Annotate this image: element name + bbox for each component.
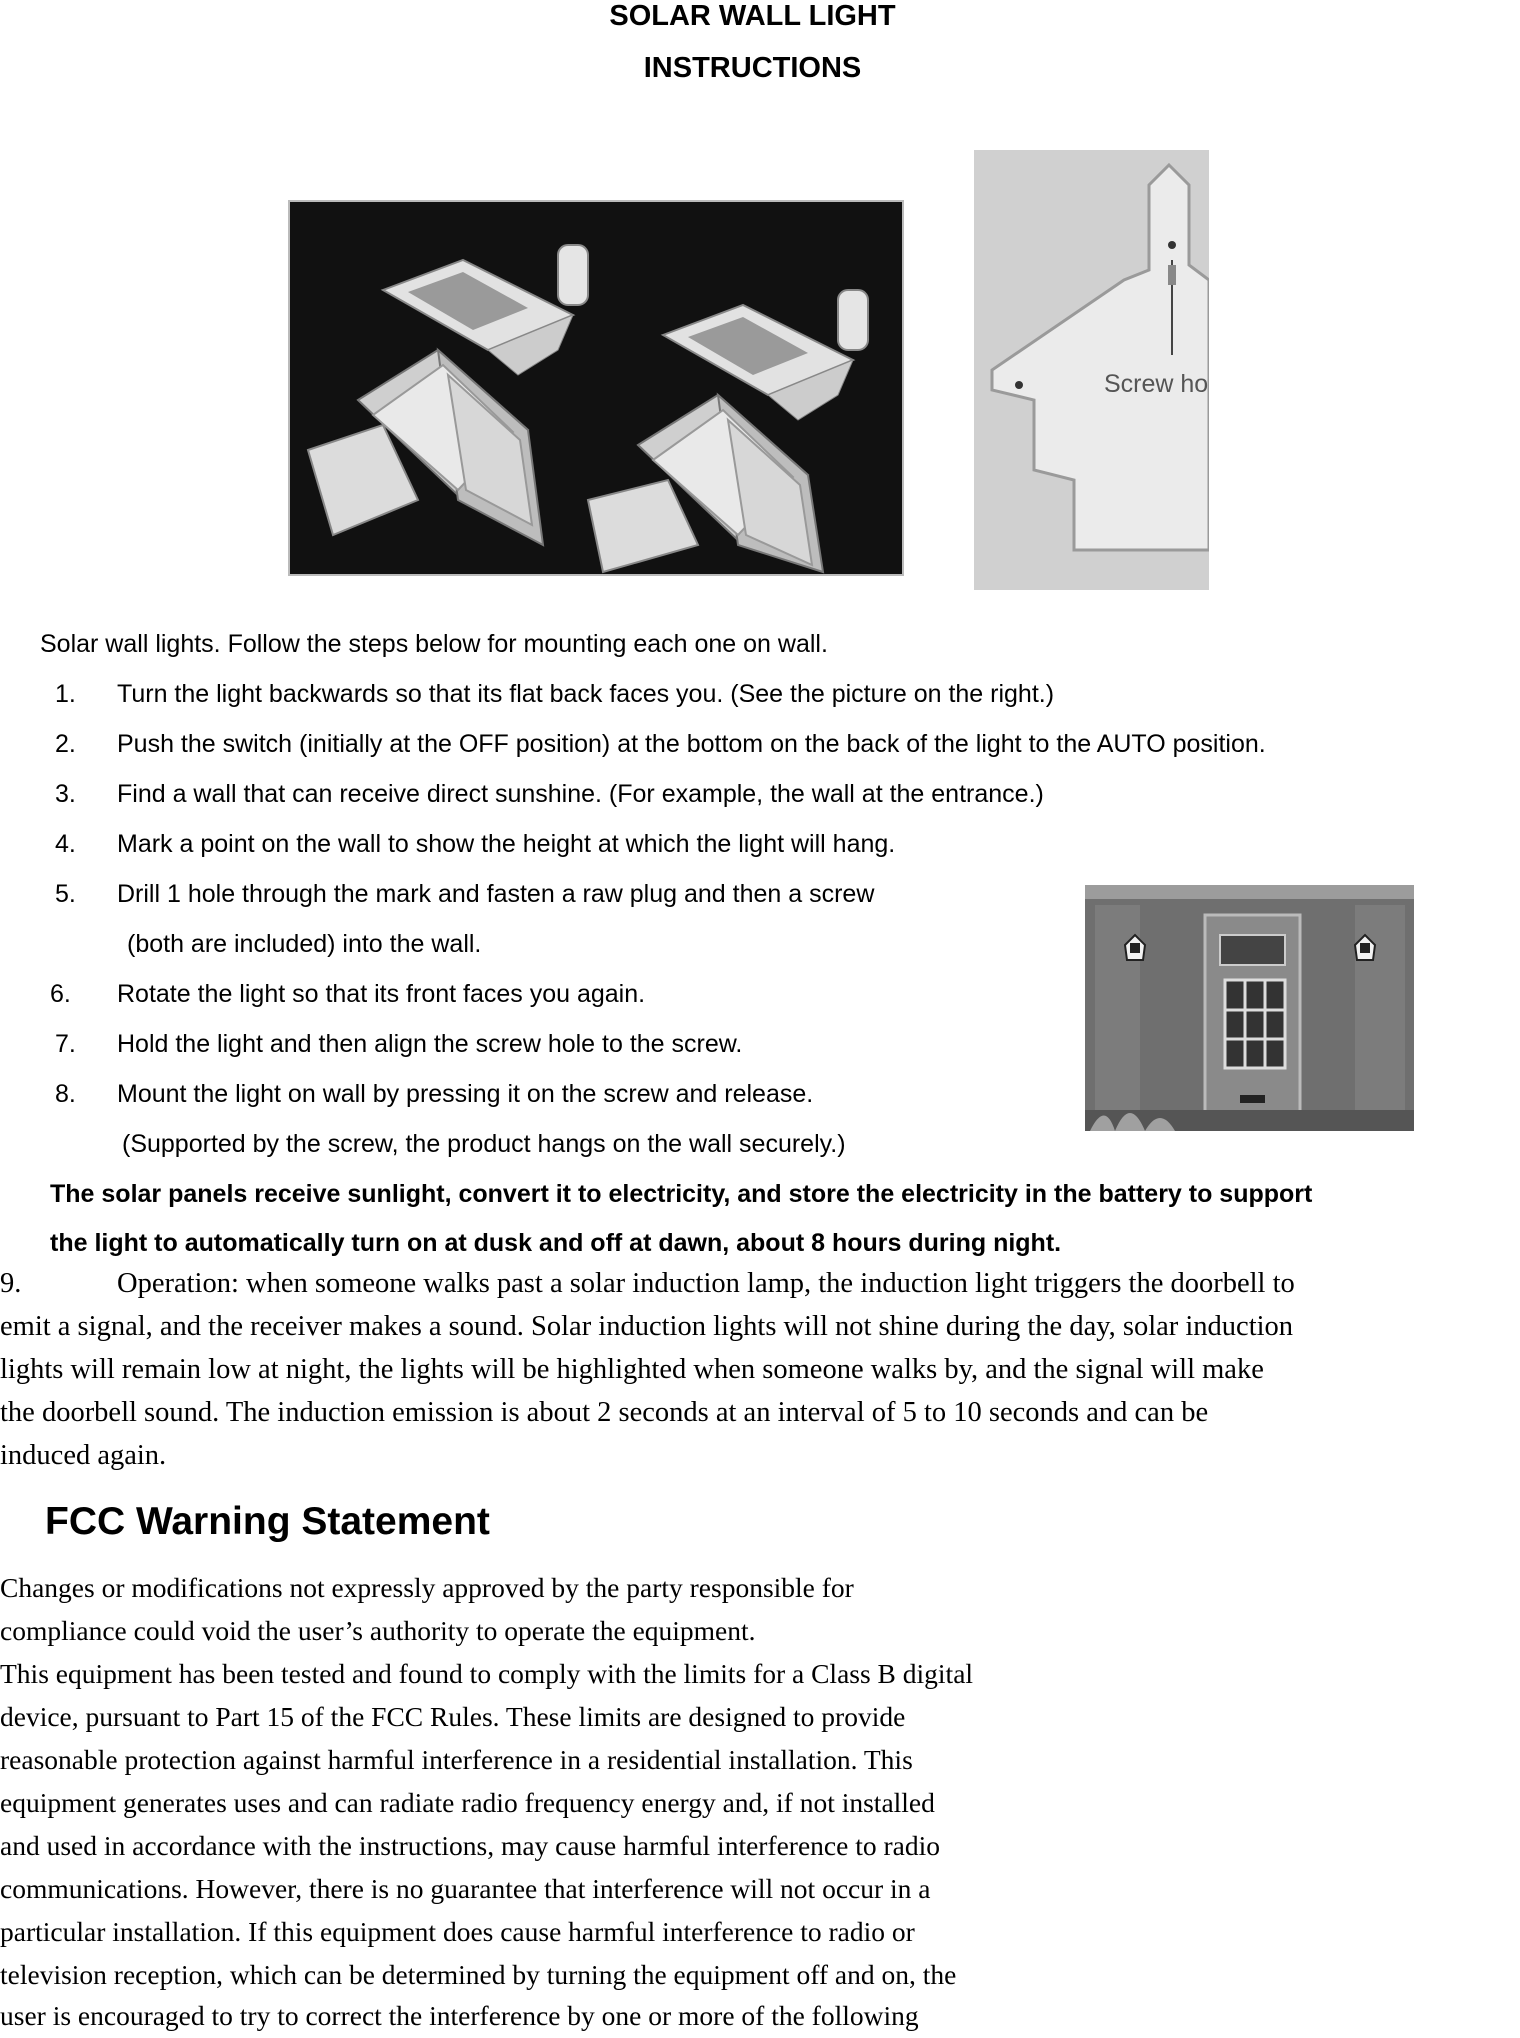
fcc-line-8: communications. However, there is no guarantee that interference will not occur in a [0, 1873, 931, 1904]
step-5-number: 5. [55, 880, 76, 908]
page-subtitle: INSTRUCTIONS [643, 52, 862, 84]
step-4-text: Mark a point on the wall to show the height at which the light will hang. [117, 830, 896, 858]
fcc-line-3: This equipment has been tested and found to comply with the limits for a Class B digital [0, 1658, 974, 1689]
step-8-number: 8. [55, 1080, 76, 1108]
step-5-text: Drill 1 hole through the mark and fasten a raw plug and then a screw [117, 880, 875, 908]
page-title: SOLAR WALL LIGHT [609, 0, 896, 32]
fcc-line-2: compliance could void the user’s authority to operate the equipment. [0, 1615, 756, 1646]
fcc-line-11: user is encouraged to try to correct the interference by one or more of the following [0, 2000, 919, 2031]
operation-line-4: the doorbell sound. The induction emission is about 2 seconds at an interval of 5 to 10 seconds and can be [0, 1397, 1209, 1428]
lanterns-image [288, 200, 904, 576]
door-image [1085, 885, 1414, 1131]
step-7-text: Hold the light and then align the screw hole to the screw. [117, 1030, 743, 1058]
step-3-number: 3. [55, 780, 76, 808]
back-of-light-photo [974, 150, 1209, 590]
screw-hole-label: Screw ho [1104, 370, 1209, 398]
operation-line-3: lights will remain low at night, the lights will be highlighted when someone walks by, and the signal will make [0, 1354, 1264, 1385]
operation-line-2: emit a signal, and the receiver makes a sound. Solar induction lights will not shine during the day, solar induction [0, 1311, 1294, 1342]
fcc-line-7: and used in accordance with the instructions, may cause harmful interference to radio [0, 1830, 940, 1861]
fcc-line-10: television reception, which can be determined by turning the equipment off and on, the [0, 1959, 957, 1990]
fcc-line-4: device, pursuant to Part 15 of the FCC Rules. These limits are designed to provide [0, 1701, 906, 1732]
step-3-text: Find a wall that can receive direct sunshine. (For example, the wall at the entrance.) [117, 780, 1044, 808]
step-6-number: 6. [50, 980, 71, 1008]
fcc-line-6: equipment generates uses and can radiate radio frequency energy and, if not installed [0, 1787, 935, 1818]
lights-product-photo [288, 200, 904, 576]
step-4-number: 4. [55, 830, 76, 858]
note-line-2: the light to automatically turn on at dusk and off at dawn, about 8 hours during night. [50, 1229, 1062, 1257]
intro-text: Solar wall lights. Follow the steps below for mounting each one on wall. [40, 630, 828, 658]
step-2-number: 2. [55, 730, 76, 758]
note-line-1: The solar panels receive sunlight, convert it to electricity, and store the electricity in the battery to support [50, 1180, 1313, 1208]
step-5-continuation: (both are included) into the wall. [127, 930, 482, 958]
fcc-line-9: particular installation. If this equipment does cause harmful interference to radio or [0, 1916, 915, 1947]
mounted-lights-photo [1085, 885, 1414, 1131]
operation-line-5: induced again. [0, 1440, 167, 1471]
step-1-number: 1. [55, 680, 76, 708]
fcc-heading: FCC Warning Statement [45, 1500, 490, 1543]
operation-number: 9. [0, 1268, 22, 1299]
step-6-text: Rotate the light so that its front faces you again. [117, 980, 646, 1008]
step-7-number: 7. [55, 1030, 76, 1058]
step-1-text: Turn the light backwards so that its flat back faces you. (See the picture on the right.) [117, 680, 1055, 708]
step-8-continuation: (Supported by the screw, the product hangs on the wall securely.) [122, 1130, 846, 1158]
operation-line-1: Operation: when someone walks past a solar induction lamp, the induction light triggers the doorbell to [117, 1268, 1295, 1299]
fcc-line-5: reasonable protection against harmful interference in a residential installation. This [0, 1744, 913, 1775]
back-image [974, 150, 1209, 590]
step-2-text: Push the switch (initially at the OFF position) at the bottom on the back of the light to the AUTO position. [117, 730, 1266, 758]
fcc-line-1: Changes or modifications not expressly approved by the party responsible for [0, 1572, 854, 1603]
step-8-text: Mount the light on wall by pressing it on the screw and release. [117, 1080, 814, 1108]
